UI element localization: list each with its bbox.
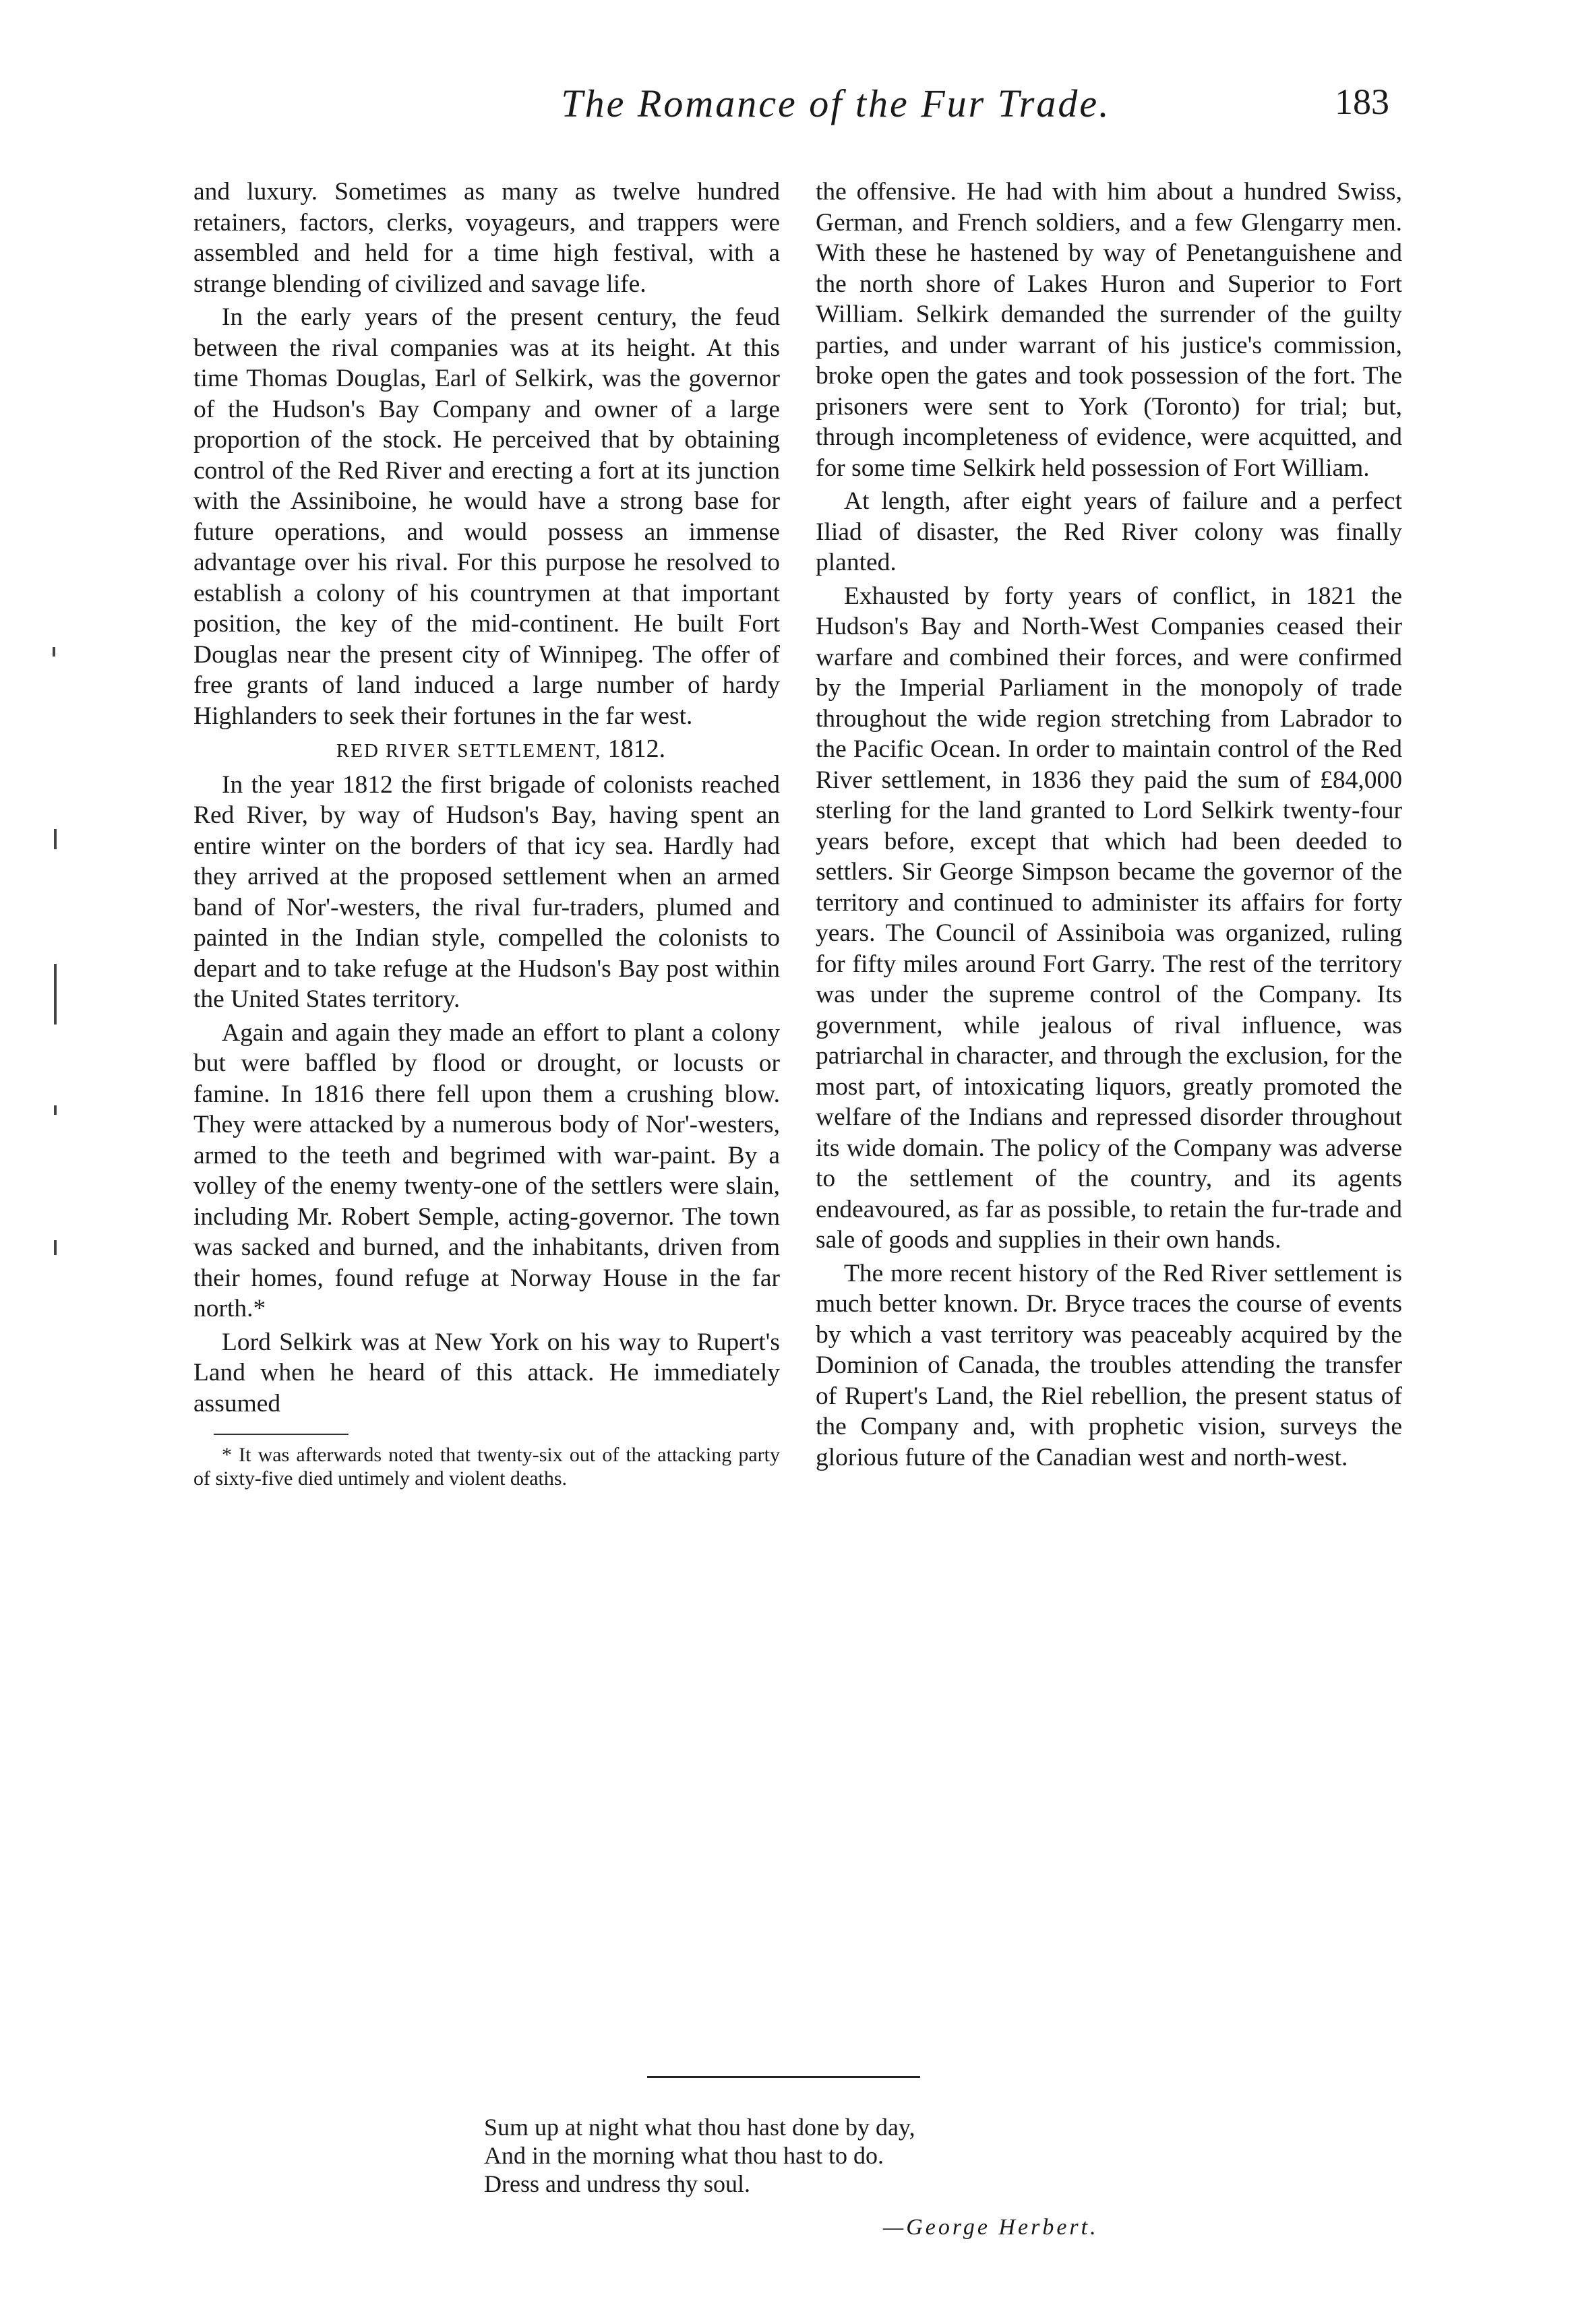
epigraph [484, 2113, 1226, 2198]
paragraph: The more recent history of the Red River settlement is much better known. Dr. Bryce traces the course of events by which a vast territory was peaceably acquired by the Dominion of Canada, the troubles attending the transfer of Rupert's Land, the Riel rebellion, the present status of the Company and, with prophetic vision, surveys the glorious future of the Canadian west and north-west. [816, 1259, 1402, 1471]
page-number: 183 [1335, 82, 1389, 122]
footnote: * It was afterwards noted that twenty-six out of the attacking party of sixty-five died untimely and violent deaths. [193, 1444, 780, 1490]
section-subheading [193, 734, 780, 767]
footnote-rule [214, 1434, 349, 1435]
paragraph: Exhausted by forty years of conflict, in 1821 the Hudson's Bay and North-West Companies ceased their warfare and combined their forces, and were confirmed by the Imperial Parliament in the monopoly of trade throughout the wide region stretching from Labrador to the Pacific Ocean. In order to maintain control of the Red River settlement, in 1836 they paid the sum of £84,000 sterling for the land granted to Lord Selkirk twenty-four years before, except that which had been deeded to settlers. Sir George Simpson became the governor of the territory and continued to administer its affairs for forty years. The Council of Assiniboia was organized, ruling for fifty miles around Fort Garry. The rest of the territory was under the supreme control of the Company. Its government, while jealous of rival influence, was patriarchal in character, and through the exclusion, for the most part, of intoxicating liquors, greatly promoted the welfare of the Indians and repressed disorder throughout its wide domain. The policy of the Company was adverse to the settlement of the country, and its agents endeavoured, as far as possible, to retain the fur-trade and sale of goods and supplies in their own hands. [816, 582, 1402, 1254]
margin-mark [54, 829, 57, 849]
paragraph: the offensive. He had with him about a hundred Swiss, German, and French soldiers, and a few Glengarry men. With these he hastened by way of Penetanguishene and the north shore of Lakes Huron and Superior to Fort William. Selkirk demanded the surrender of the guilty parties, and under warrant of his justice's commission, broke open the gates and took possession of the fort. The prisoners were sent to York (Toronto) for trial; but, through incompleteness of evidence, were acquitted, and for some time Selkirk held possession of Fort William. [816, 178, 1402, 482]
subheading-text: RED RIVER SETTLEMENT, [336, 740, 602, 762]
paragraph: Lord Selkirk was at New York on his way to Rupert's Land when he heard of this attack. He immediately assumed [193, 1328, 780, 1417]
margin-mark [54, 1105, 57, 1115]
margin-mark [53, 647, 55, 656]
epigraph-line: Sum up at night what thou hast done by day, [484, 2114, 915, 2141]
margin-mark [54, 964, 57, 1025]
paragraph: In the year 1812 the first brigade of colonists reached Red River, by way of Hudson's Bay, having spent an entire winter on the borders of that icy sea. Hardly had they arrived at the proposed settlement when an armed band of Nor'-westers, the rival fur-traders, plumed and painted in the Indian style, compelled the colonists to depart and to take refuge at the Hudson's Bay post within the United States territory. [193, 770, 780, 1013]
paragraph: Again and again they made an effort to plant a colony but were baffled by flood or drought, or locusts or famine. In 1816 there fell upon them a crushing blow. They were attacked by a numerous body of Nor'-westers, armed to the teeth and begrimed with war-paint. By a volley of the enemy twenty-one of the settlers were slain, including Mr. Robert Semple, acting-governor. The town was sacked and burned, and the inhabitants, driven from their homes, found refuge at Norway House in the far north.* [193, 1018, 780, 1322]
epigraph-line: And in the morning what thou hast to do. [484, 2142, 884, 2169]
paragraph: At length, after eight years of failure and a perfect Iliad of disaster, the Red River colony was finally planted. [816, 487, 1402, 576]
epigraph-line: Dress and undress thy soul. [484, 2170, 750, 2197]
epigraph-attribution: —George Herbert. [883, 2215, 1099, 2240]
left-column [193, 177, 780, 1493]
right-column [816, 177, 1402, 1475]
page-header [0, 81, 1572, 135]
margin-mark [54, 1240, 57, 1255]
paragraph: In the early years of the present century, the feud between the rival companies was at its height. At this time Thomas Douglas, Earl of Selkirk, was the governor of the Hudson's Bay Company and owner of a large proportion of the stock. He perceived that by obtaining control of the Red River and erecting a fort at its junction with the Assiniboine, he would have a strong base for future operations, and would possess an immense advantage over his rival. For this purpose he resolved to establish a colony of his countrymen at that important position, the key of the mid-continent. He built Fort Douglas near the present city of Winnipeg. The offer of free grants of land induced a large number of hardy Highlanders to seek their fortunes in the far west. [193, 303, 780, 730]
paragraph: and luxury. Sometimes as many as twelve hundred retainers, factors, clerks, voyageurs, and trappers were assembled and held for a time high festival, with a strange blending of civilized and savage life. [193, 178, 780, 298]
subheading-year: 1812. [607, 735, 666, 763]
running-title: The Romance of the Fur Trade. [561, 82, 1111, 125]
section-divider [647, 2076, 920, 2078]
